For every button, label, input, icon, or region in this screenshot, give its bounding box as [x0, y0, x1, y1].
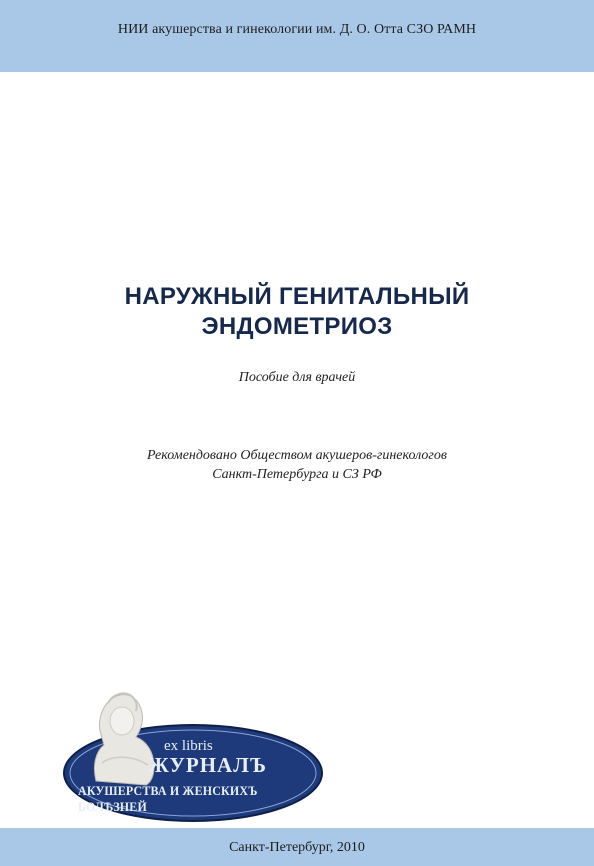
header-band — [0, 0, 594, 72]
institute-name: НИИ акушерства и гинекологии им. Д. О. Отта СЗО РАМН — [117, 22, 477, 37]
seal-journal: ЖУРНАЛЪ — [148, 753, 267, 777]
recommendation-line-2: Санкт-Петербурга и СЗ РФ — [212, 467, 382, 482]
footer-band — [0, 828, 594, 866]
recommendation-line-1: Рекомендовано Обществом акушеров-гинекологов — [147, 448, 447, 463]
seal-ex-libris: ex libris — [164, 738, 213, 754]
title-line-2: ЭНДОМЕТРИОЗ — [201, 313, 393, 340]
recommendation-note — [0, 446, 594, 484]
book-title — [0, 282, 594, 342]
ex-libris-seal — [62, 685, 324, 825]
seal-journal-full: АКУШЕРСТВА И ЖЕНСКИХЪ БОЛѢЗНЕЙ — [78, 783, 258, 814]
imprint: Санкт-Петербург, 2010 — [229, 840, 365, 855]
book-subtitle: Пособие для врачей — [238, 370, 356, 385]
title-line-1: НАРУЖНЫЙ ГЕНИТАЛЬНЫЙ — [124, 283, 470, 310]
